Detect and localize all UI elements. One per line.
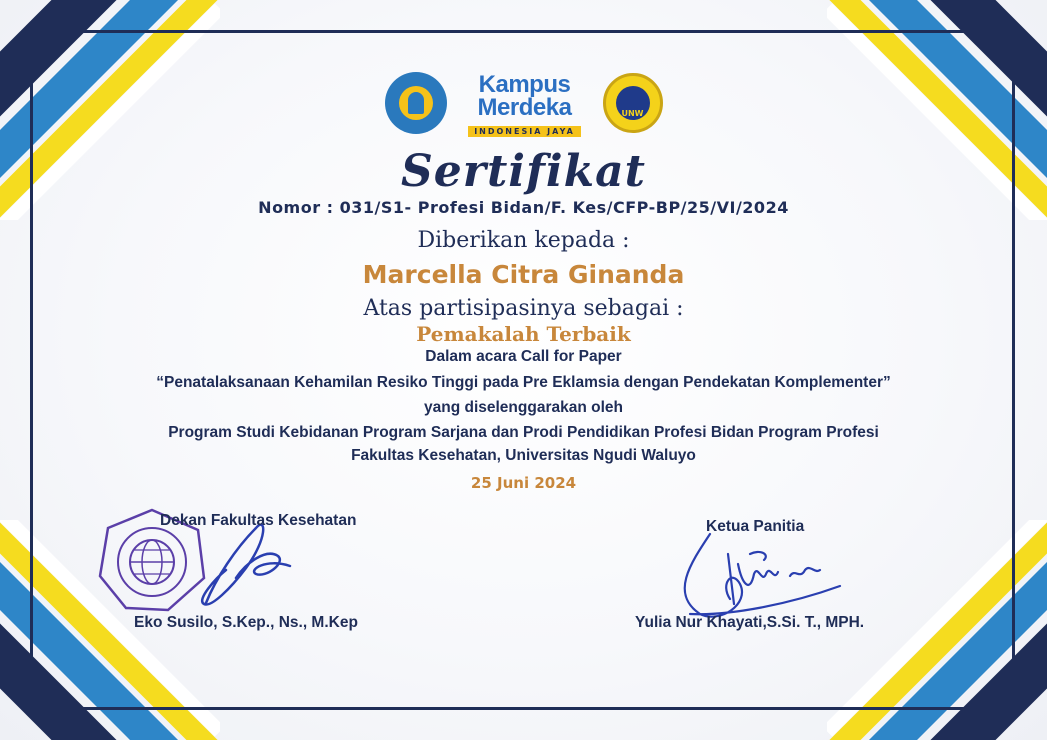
logo-row <box>0 72 1047 134</box>
event-title: “Penatalaksanaan Kehamilan Resiko Tinggi pada Pre Eklamsia dengan Pendekatan Komplementer” <box>156 374 891 391</box>
participation-label: Atas partisipasinya sebagai : <box>363 296 684 321</box>
organizer-line-2: Fakultas Kesehatan, Universitas Ngudi Waluyo <box>351 447 696 464</box>
unw-logo-icon <box>603 73 663 133</box>
committee-chair-name: Yulia Nur Khayati,S.Si. T., MPH. <box>635 614 865 631</box>
kampus-merdeka-logo-line2: Merdeka <box>477 94 572 121</box>
kampus-merdeka-logo <box>465 71 585 136</box>
kemdikbud-logo-icon <box>385 72 447 134</box>
recipient-name: Marcella Citra Ginanda <box>362 260 685 289</box>
certificate-number: Nomor : 031/S1- Profesi Bidan/F. Kes/CFP-BP/25/VI/2024 <box>258 198 789 217</box>
dean-title: Dekan Fakultas Kesehatan <box>160 512 357 529</box>
organizer-line-1: Program Studi Kebidanan Program Sarjana dan Prodi Pendidikan Profesi Bidan Program Profesi <box>168 424 879 441</box>
certificate-title: Sertifikat <box>401 146 646 197</box>
organized-by-label: yang diselenggarakan oleh <box>424 399 623 416</box>
event-line: Dalam acara Call for Paper <box>425 348 622 365</box>
certificate-date: 25 Juni 2024 <box>470 474 577 492</box>
dean-name: Eko Susilo, S.Kep., Ns., M.Kep <box>134 614 358 631</box>
kampus-merdeka-logo-band: INDONESIA JAYA <box>468 126 581 137</box>
unw-logo-text: UNW <box>616 86 650 120</box>
recipient-role: Pemakalah Terbaik <box>416 322 631 346</box>
chair-signature-icon <box>670 524 850 624</box>
kampus-merdeka-logo-line1: Kampus <box>478 71 571 98</box>
given-to-label: Diberikan kepada : <box>417 228 630 253</box>
committee-chair-title: Ketua Panitia <box>706 518 805 535</box>
